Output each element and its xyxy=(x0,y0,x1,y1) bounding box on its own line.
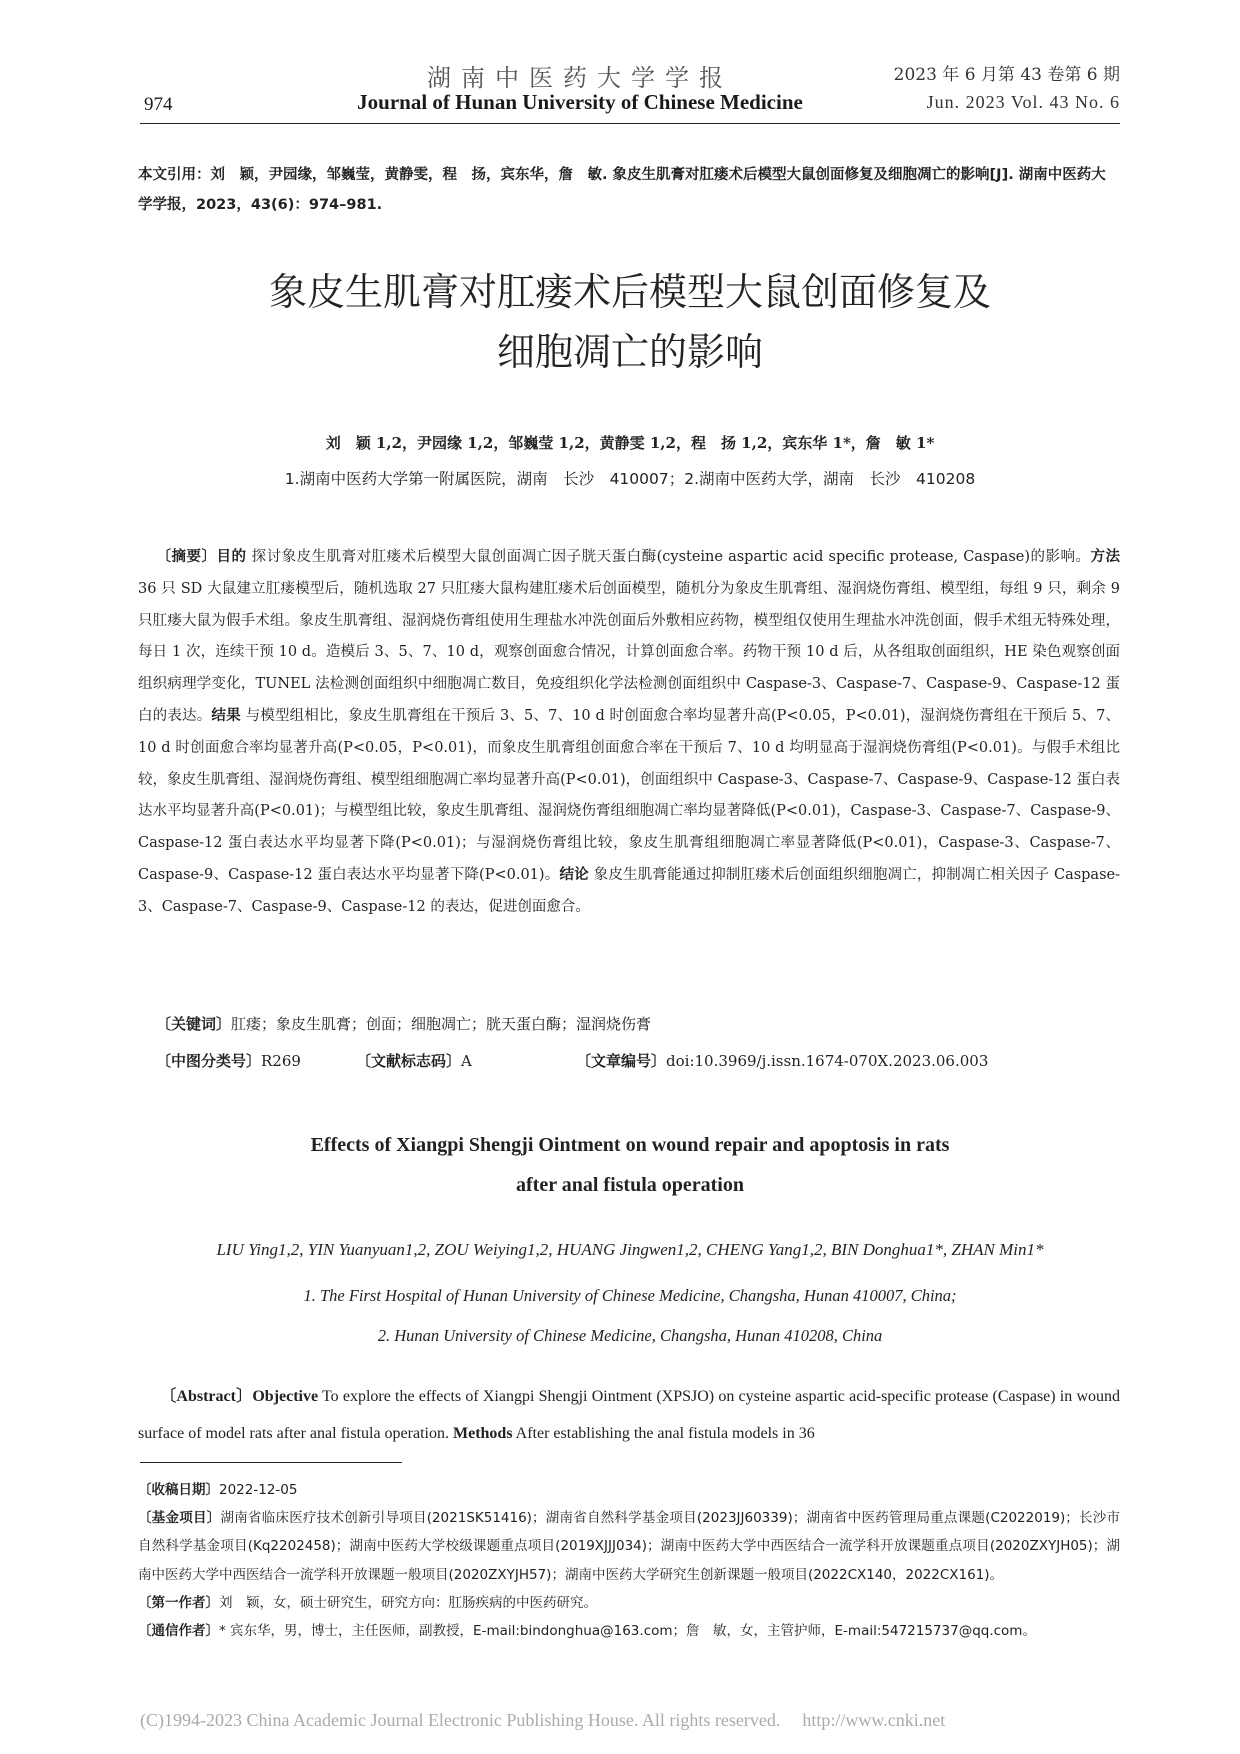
citation-text: 本文引用：刘 颖，尹园缘，邹巍莹，黄静雯，程 扬，宾东华，詹 敏. 象皮生肌膏对肛瘘术后模型大鼠创面修复及细胞凋亡的影响[J]. 湖南中医药大学学报，2023，43(6)：974–981. xyxy=(138,167,1106,213)
received-date: 2022-12-05 xyxy=(219,1482,298,1498)
article-number-label: 〔文章编号〕 xyxy=(576,1052,667,1070)
footnote-received xyxy=(138,1476,1120,1504)
fund-text: 湖南省临床医疗技术创新引导项目(2021SK51416)；湖南省自然科学基金项目(2023JJ60339)；湖南省中医药管理局重点课题(C2022019)；长沙市自然科学基金项目(Kq2202458)；湖南中医药大学校级课题重点项目(2019XJJJ034)；湖南中医药大学中西医结合一流学科开放课题重点项目(2020ZXYJH05)；湖南中医药大学中西医结合一流学科开放课题一般项目(2020ZXYJH57)；湖南中医药大学研究生创新课题一般项目(2022CX140，2022CX161)。 xyxy=(138,1510,1120,1583)
affiliations-cn: 1.湖南中医药大学第一附属医院，湖南 长沙 410007；2.湖南中医药大学，湖南 长沙 410208 xyxy=(284,470,976,488)
objective-text-en: To explore the effects of Xiangpi Shengji Ointment (XPSJO) on cysteine aspartic acid-specific protease (Caspase) in wound surface of model rats after anal fistula operation. xyxy=(138,1388,1120,1442)
title-en-line-1: Effects of Xiangpi Shengji Ointment on wound repair and apoptosis in rats xyxy=(310,1134,950,1156)
footnote-divider xyxy=(140,1462,402,1463)
authors-en: LIU Ying1,2, YIN Yuanyuan1,2, ZOU Weiying1,2, HUANG Jingwen1,2, CHENG Yang1,2, BIN Donghua1*, ZHAN Min1* xyxy=(216,1240,1044,1259)
abstract-cn-label: 〔摘要〕 xyxy=(156,549,217,565)
article-title-en xyxy=(140,1125,1120,1205)
fund-label: 〔基金项目〕 xyxy=(138,1510,221,1527)
document-code xyxy=(356,1050,472,1071)
affiliation-en-line-1: 1. The First Hospital of Hunan University of Chinese Medicine, Changsha, Hunan 410007, China; xyxy=(303,1286,957,1305)
methods-text-en: After establishing the anal fistula models in 36 xyxy=(515,1425,815,1442)
footnotes xyxy=(138,1476,1120,1645)
conclusion-label-cn: 结论 xyxy=(559,866,589,883)
objective-text-cn: 探讨象皮生肌膏对肛瘘术后模型大鼠创面凋亡因子胱天蛋白酶(cysteine aspartic acid specific protease, Caspase)的影响。 xyxy=(251,549,1091,565)
footnote-corresponding-author xyxy=(138,1617,1120,1645)
first-author-label: 〔第一作者〕 xyxy=(138,1594,219,1611)
corresponding-label: 〔通信作者〕 xyxy=(138,1623,219,1640)
objective-label-cn: 目的 xyxy=(216,549,247,565)
keywords-cn-text: 肛瘘；象皮生肌膏；创面；细胞凋亡；胱天蛋白酶；湿润烧伤膏 xyxy=(231,1015,652,1033)
abstract-en-label: 〔Abstract〕 xyxy=(160,1388,253,1405)
received-label: 〔收稿日期〕 xyxy=(138,1482,219,1498)
page-number: 974 xyxy=(144,94,173,115)
page-header xyxy=(140,52,1120,124)
results-label-cn: 结果 xyxy=(211,707,241,724)
objective-label-en: Objective xyxy=(252,1388,319,1405)
first-author-text: 刘 颖，女，硕士研究生，研究方向：肛肠疾病的中医药研究。 xyxy=(219,1594,597,1611)
doc-code-label: 〔文献标志码〕 xyxy=(356,1052,462,1070)
methods-label-en: Methods xyxy=(452,1425,513,1442)
affiliation-en-line-2: 2. Hunan University of Chinese Medicine, Changsha, Hunan 410208, China xyxy=(377,1326,883,1345)
copyright-text: (C)1994-2023 China Academic Journal Electronic Publishing House. All rights reserved. xyxy=(140,1710,781,1730)
footnote-first-author xyxy=(138,1589,1120,1617)
issue-info-cn: 2023 年 6 月第 43 卷第 6 期 xyxy=(893,65,1120,85)
doc-code-value: A xyxy=(461,1052,472,1070)
cnki-url: http://www.cnki.net xyxy=(802,1710,946,1730)
journal-title-cn: 湖南中医药大学学报 xyxy=(427,64,733,92)
clc-value: R269 xyxy=(261,1052,301,1070)
abstract-cn xyxy=(138,542,1120,924)
issue-info-en: Jun. 2023 Vol. 43 No. 6 xyxy=(926,92,1120,112)
clc-number xyxy=(156,1050,301,1071)
corresponding-text: * 宾东华，男，博士，主任医师，副教授，E-mail:bindonghua@163.com；詹 敏，女，主管护师，E-mail:547215737@qq.com。 xyxy=(219,1623,1036,1640)
title-cn-line-1: 象皮生肌膏对肛瘘术后模型大鼠创面修复及 xyxy=(268,270,991,314)
results-text-cn: 与模型组相比，象皮生肌膏组在干预后 3、5、7、10 d 时创面愈合率均显著升高(P<0.05，P<0.01)，湿润烧伤膏组在干预后 5、7、10 d 时创面愈合率均显著升高(P<0.05，P<0.01)，而象皮生肌膏组创面愈合率在干预后 7、10 d 均明显高于湿润烧伤膏组(P<0.01)。与假手术组比较，象皮生肌膏组、湿润烧伤膏组、模型组细胞凋亡率均显著升高(P<0.01)，创面组织中 Caspase-3、Caspase-7、Caspase-9、Caspase-12 蛋白表达水平均显著升高(P<0.01)；与模型组比较，象皮生肌膏组、湿润烧伤膏组细胞凋亡率均显著降低(P<0.01)，Caspase-3、Caspase-7、Caspase-9、Caspase-12 蛋白表达水平均显著下降(P<0.01)；与湿润烧伤膏组比较，象皮生肌膏组细胞凋亡率显著降低(P<0.01)，Caspase-3、Caspase-7、Caspase-9、Caspase-12 蛋白表达水平均显著下降(P<0.01)。 xyxy=(138,707,1121,883)
abstract-en xyxy=(138,1378,1120,1452)
methods-label-cn: 方法 xyxy=(1090,549,1120,565)
methods-text-cn: 36 只 SD 大鼠建立肛瘘模型后，随机选取 27 只肛瘘大鼠构建肛瘘术后创面模型，随机分为象皮生肌膏组、湿润烧伤膏组、模型组，每组 9 只，剩余 9 只肛瘘大鼠为假手术组。象皮生肌膏组、湿润烧伤膏组使用生理盐水冲洗创面后外敷相应药物，模型组仅使用生理盐水冲洗创面，假手术组无特殊处理，每日 1 次，连续干预 10 d。造模后 3、5、7、10 d，观察创面愈合情况，计算创面愈合率。药物干预 10 d 后，从各组取创面组织，HE 染色观察创面组织病理学变化，TUNEL 法检测创面组织中细胞凋亡数目，免疫组织化学法检测创面组织中 Caspase-3、Caspase-7、Caspase-9、Caspase-12 蛋白的表达。 xyxy=(138,580,1120,724)
title-cn-line-2: 细胞凋亡的影响 xyxy=(496,330,763,374)
keywords-cn-label: 〔关键词〕 xyxy=(156,1015,232,1033)
journal-title-en: Journal of Hunan University of Chinese Medicine xyxy=(357,90,803,114)
title-en-line-2: after anal fistula operation xyxy=(516,1174,744,1196)
copyright-watermark xyxy=(140,1710,1120,1731)
article-number xyxy=(576,1050,988,1071)
header-divider xyxy=(140,123,1120,124)
article-number-value: doi:10.3969/j.issn.1674-070X.2023.06.003 xyxy=(666,1052,989,1070)
article-title-cn xyxy=(140,262,1120,382)
conclusion-text-cn: 象皮生肌膏能通过抑制肛瘘术后创面组织细胞凋亡，抑制凋亡相关因子 Caspase-3、Caspase-7、Caspase-9、Caspase-12 的表达，促进创面愈合。 xyxy=(138,866,1120,915)
footnote-fund xyxy=(138,1504,1120,1589)
authors-cn: 刘 颖 1,2，尹园缘 1,2，邹巍莹 1,2，黄静雯 1,2，程 扬 1,2，宾东华 1*，詹 敏 1* xyxy=(325,434,935,452)
keywords-cn xyxy=(156,1013,1120,1034)
clc-label: 〔中图分类号〕 xyxy=(156,1052,262,1070)
